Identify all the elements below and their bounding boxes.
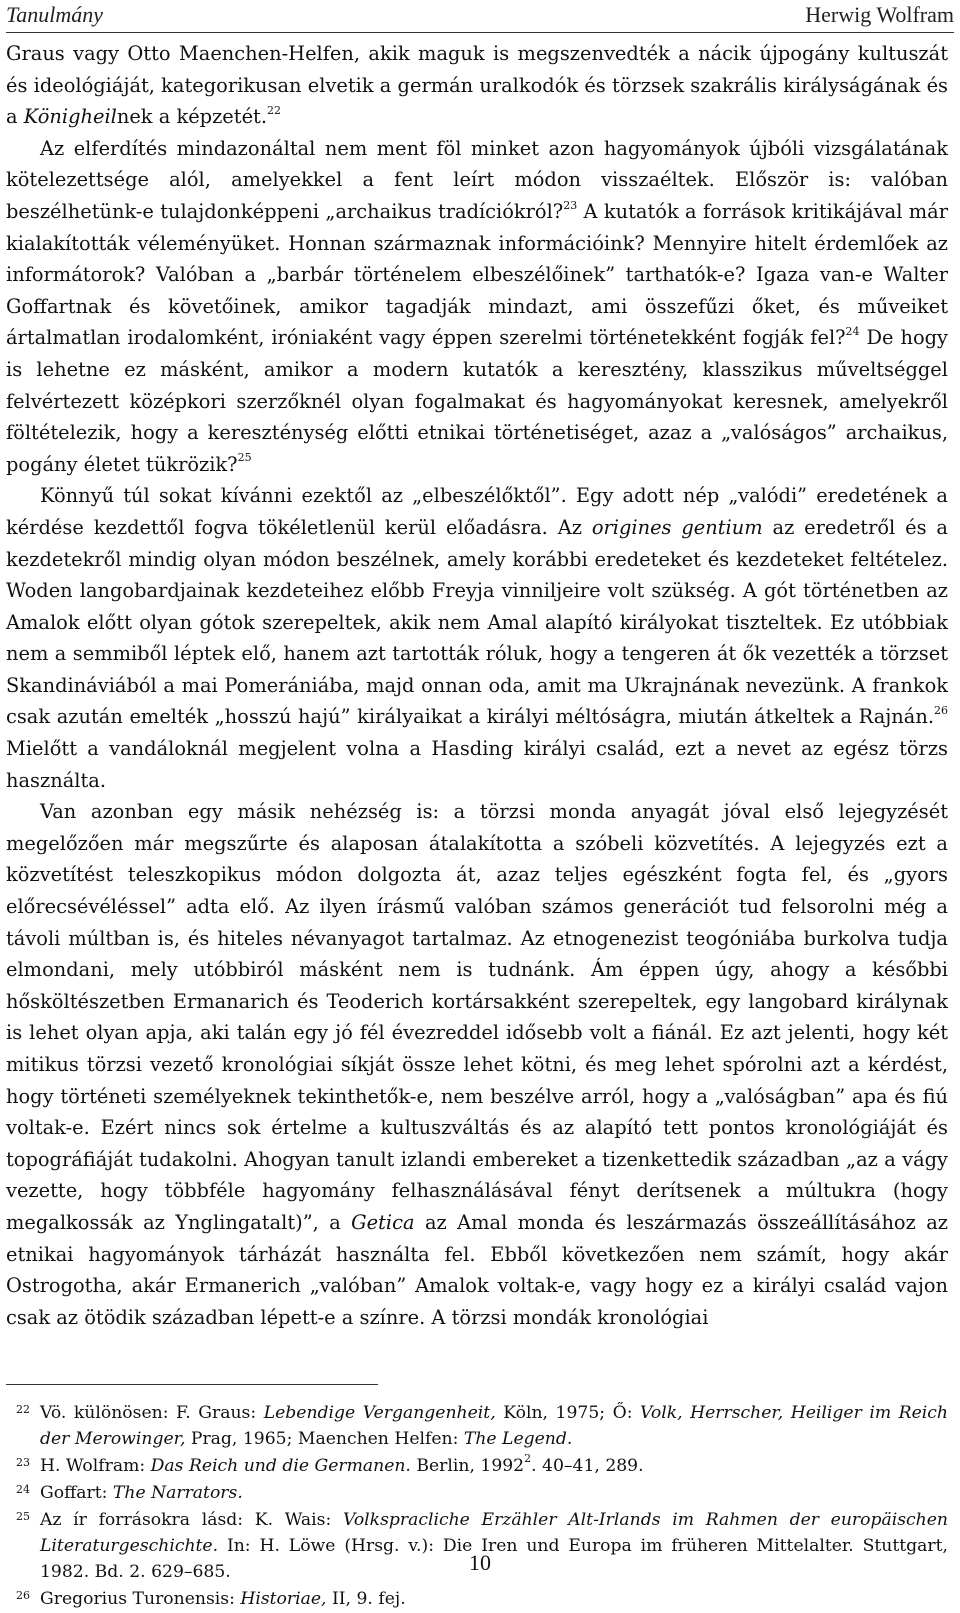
italic-text: Volkspracliche Erzähler Alt-Irlands im Rahmen der europäischen Literaturgeschichte. <box>40 1510 948 1556</box>
text-run: nek a képzetét. <box>116 105 267 129</box>
text-run: Berlin, 1992 <box>410 1456 525 1476</box>
footnote-reference: 26 <box>934 704 948 717</box>
italic-text: Das Reich und die Germanen. <box>150 1456 411 1476</box>
text-run: Graus vagy Otto Maenchen-Helfen, akik maguk is megszenvedték a nácik újpogány kultuszát és ideológiáját, kategorikusan elvetik a germán uralkodók és törzsek szakrális királyságának és a <box>6 42 948 129</box>
footnote-number: 24 <box>16 1483 30 1496</box>
text-run: az Amal monda és leszármazás összeállításához az etnikai hagyományok tárházát használta fel. Ebből következően nem számít, hogy akár Ostrogotha, akár Ermanerich „valóban” Amalok voltak-e, vagy hogy ez a királyi család vajon csak az ötödik században lépett-e a színre. A törzsi mondák kronológiai <box>6 1210 948 1329</box>
footnote <box>6 1480 948 1506</box>
text-run: H. Wolfram: <box>40 1456 151 1476</box>
footnote-text <box>40 1589 406 1609</box>
italic-text: Getica <box>351 1210 415 1234</box>
footnote-text <box>40 1483 243 1503</box>
italic-text: Lebendige Vergangenheit, <box>263 1403 496 1423</box>
paragraph <box>6 133 948 481</box>
text-run: . 40–41, 289. <box>531 1456 644 1476</box>
italic-text: Königheil <box>23 105 117 129</box>
text-run: Van azonban egy másik nehézség is: a törzsi monda anyagát jóval első lejegyzését megelőzően már megszűrte és alaposan átalakította a szóbeli közvetítés. A lejegyzés ezt a közvetítést teleszkopikus módon dolgozta át, azaz teljes egészként fogta fel, és „gyors előrecsévéléssel” adta elő. Az ilyen írásmű valóban számos generációt tud felsorolni még a távoli múltban is, és hiteles névanyagot tartalmaz. Az etnogenezist teogóniába burkolva tudja elmondani, mely utóbbiról másként nem is tudnánk. Ám éppen úgy, ahogy a későbbi hősköltészetben Ermanarich és Teoderich kortársakként szerepeltek, egy langobard királynak is lehet olyan apja, aki talán egy jó fél évezreddel idősebb volt a fiánál. Ez azt jelenti, hogy két mitikus törzsi vezető kronológiai síkját össze lehet kötni, és meg lehet spórolni azt a kérdést, hogy történeti személyeknek tekinthetők-e, nem beszélve arról, hogy a „valóságban” apa és fiú voltak-e. Ezért nincs sok értelme a kultuszváltás és az alapító tett pontos kronológiáját és topográfiáját tudakolni. Ahogyan tanult izlandi embereket a tizenkettedik században „az a vágy vezette, hogy többféle hagyomány felhasználásával fényt derítsenek a múltukra (hogy megalkossák az Ynglingatalt)”, a <box>6 800 948 1234</box>
text-run: Gregorius Turonensis: <box>40 1589 241 1609</box>
text-run: II, 9. fej. <box>326 1589 406 1609</box>
footnote-text <box>40 1403 948 1449</box>
footnote <box>6 1586 948 1612</box>
text-run: Az elferdítés mindazonáltal nem ment föl minket azon hagyományok újbóli vizsgálatának kötelezettsége alól, amelyekkel a fent leírt módon visszaéltek. Először is: valóban beszélhetünk-e tulajdonképpeni „archaikus tradíciókról? <box>6 136 948 223</box>
italic-text: Historiae, <box>240 1589 327 1609</box>
footnote-number: 23 <box>16 1456 30 1469</box>
paragraph <box>6 796 948 1333</box>
running-header <box>6 2 954 33</box>
text-run: Goffart: <box>40 1483 113 1503</box>
text-run: Vö. különösen: F. Graus: <box>40 1403 264 1423</box>
footnote-reference: 2 <box>524 1452 532 1466</box>
text-run: Köln, 1975; Ő: <box>495 1403 641 1423</box>
footnote-reference: 24 <box>845 324 860 338</box>
footnote-text <box>40 1452 644 1476</box>
article-body <box>6 38 948 1333</box>
footnote-reference: 25 <box>237 451 252 465</box>
footnote-separator <box>6 1384 378 1385</box>
paragraph <box>6 480 948 796</box>
footnote <box>6 1453 948 1479</box>
text-run: Az ír forrásokra lásd: K. Wais: <box>40 1510 343 1530</box>
text-run: Könnyű túl sokat kívánni ezektől az „elbeszélőktől”. Egy adott nép „valódi” eredetének a kérdése kezdettől fogva tökéletlenül kerül előadásra. Az <box>6 484 948 539</box>
text-run: In: H. Löwe (Hrsg. v.): Die Iren und Europa im früheren Mittelalter. Stuttgart, 1982. Bd. 2. 629–685. <box>40 1536 948 1582</box>
footnote-reference: 22 <box>267 103 281 117</box>
footnote <box>6 1400 948 1452</box>
footnote-number: 22 <box>16 1403 30 1416</box>
footnote-number: 25 <box>16 1510 30 1523</box>
footnote-reference: 23 <box>563 198 578 212</box>
page-number: 10 <box>469 1550 491 1575</box>
header-author: Herwig Wolfram <box>805 2 954 27</box>
text-run: De hogy is lehetne ez másként, amikor a modern kutatók a keresztény, klasszikus műveltséggel felvértezett középkori szerzőknél olyan fogalmakat és hagyományokat keresnek, amelyekről föltételezik, hogy a kereszténység előtti etnikai történetiséget, azaz a „valóságos” archaikus, pogány életet tükrözik? <box>6 326 948 476</box>
italic-text: Volk, Herrscher, Heiliger im Reich der Merowinger, <box>40 1403 948 1449</box>
text-run: az eredetről és a kezdetekről mindig olyan módon beszélnek, amely korábbi eredeteket és kezdeteket feltételez. Woden langobardjainak kezdeteihez előbb Freyja vinniljeire volt szükség. A gót történetben az Amalok előtt olyan gótok szerepeltek, akik nem Amal alapító királyokat tiszteltek. Ez utóbbiak nem a semmiből léptek elő, hanem azt tartották róluk, hogy a tengeren át ők vezették a törzset Skandináviából a mai Pomerániába, majd onnan oda, amit ma Ukrajnának nevezünk. A frankok csak azután emelték „hosszú hajú” királyaikat a királyi méltóságra, miután átkeltek a Rajnán. <box>6 515 948 729</box>
italic-text: The Narrators. <box>112 1483 243 1503</box>
italic-text: The Legend. <box>463 1429 573 1449</box>
footnote-number: 26 <box>16 1589 30 1602</box>
footnotes <box>6 1400 948 1613</box>
italic-text: origines gentium <box>591 515 763 539</box>
text-run: Prag, 1965; Maenchen Helfen: <box>185 1429 464 1449</box>
text-run: A kutatók a források kritikájával már kialakították véleményüket. Honnan származnak információink? Mennyire hitelt érdemlőek az informátorok? Valóban a „barbár történelem elbeszélőinek” tarthatók-e? Igaza van-e Walter Goffartnak és követőinek, amikor tagadják mindazt, ami összefűzi őket, és műveiket ártalmatlan irodalomként, iróniaként vagy éppen szerelmi történetekként fogják fel? <box>6 199 948 350</box>
text-run: Mielőtt a vandáloknál megjelent volna a Hasding királyi család, ezt a nevet az egész törzs használta. <box>6 737 948 792</box>
header-section-title: Tanulmány <box>6 2 103 27</box>
paragraph <box>6 38 948 133</box>
